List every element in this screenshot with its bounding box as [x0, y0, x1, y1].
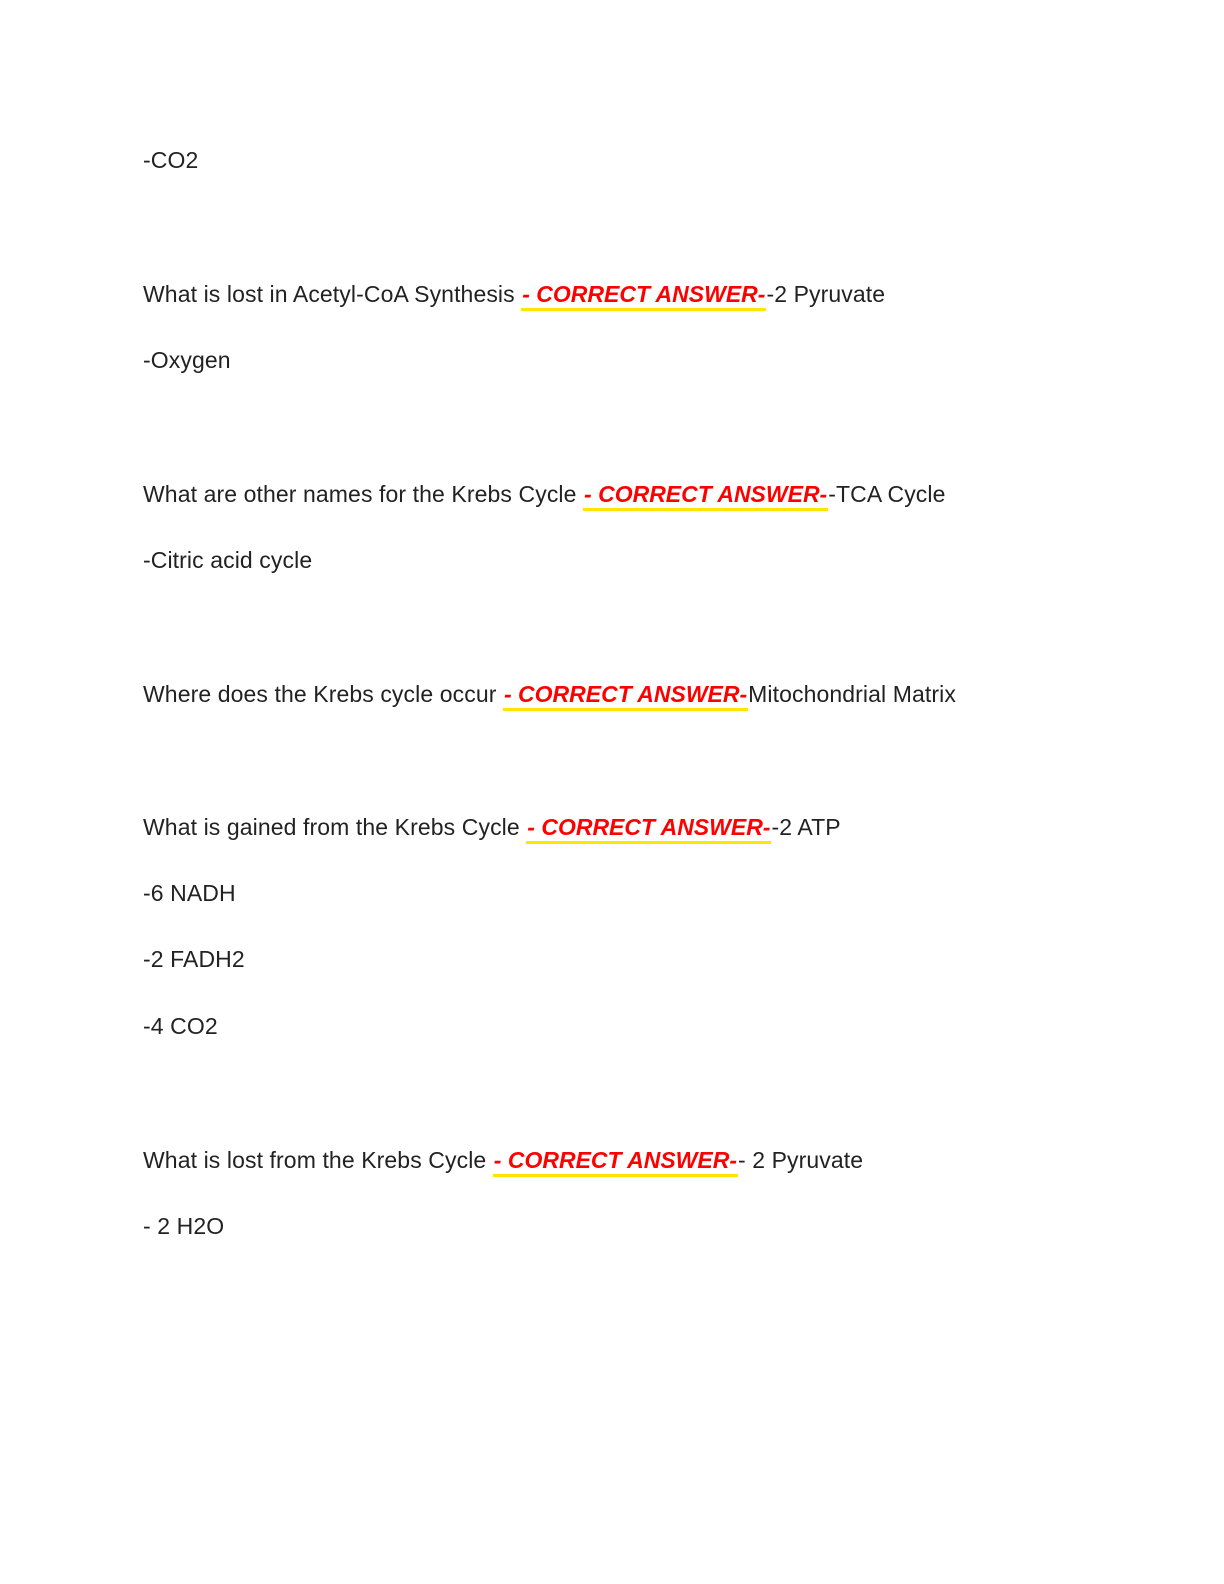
question-line	[143, 280, 885, 308]
question-line	[143, 680, 956, 708]
question-text: Where does the Krebs cycle occur	[143, 681, 497, 707]
answer-text: - 2 H2O	[143, 1213, 225, 1239]
answer-text: -4 CO2	[143, 1013, 218, 1039]
question-line	[143, 813, 841, 841]
correct-answer-marker: - CORRECT ANSWER-	[526, 814, 771, 844]
question-line	[143, 480, 946, 508]
correct-answer-marker: - CORRECT ANSWER-	[503, 681, 748, 711]
question-text: What is lost from the Krebs Cycle	[143, 1147, 487, 1173]
question-line	[143, 1146, 863, 1174]
answer-text: Mitochondrial Matrix	[748, 681, 956, 707]
answer-line	[143, 546, 312, 574]
correct-answer-marker: - CORRECT ANSWER-	[521, 281, 766, 311]
question-text: What is gained from the Krebs Cycle	[143, 814, 520, 840]
answer-line	[143, 1012, 218, 1040]
answer-text: -Oxygen	[143, 347, 231, 373]
answer-text: -2 Pyruvate	[766, 281, 886, 307]
answer-line	[143, 879, 236, 907]
answer-text: -2 FADH2	[143, 946, 245, 972]
answer-line	[143, 346, 231, 374]
answer-text: -Citric acid cycle	[143, 547, 313, 573]
answer-text: - 2 Pyruvate	[737, 1147, 864, 1173]
answer-text: -CO2	[143, 147, 199, 173]
answer-line	[143, 945, 245, 973]
correct-answer-marker: - CORRECT ANSWER-	[583, 481, 828, 511]
answer-text: -TCA Cycle	[828, 481, 946, 507]
correct-answer-marker: - CORRECT ANSWER-	[493, 1147, 738, 1177]
question-text: What are other names for the Krebs Cycle	[143, 481, 577, 507]
question-text: What is lost in Acetyl-CoA Synthesis	[143, 281, 515, 307]
answer-text: -6 NADH	[143, 880, 236, 906]
answer-text: -2 ATP	[771, 814, 841, 840]
answer-line	[143, 1212, 224, 1240]
answer-line	[143, 146, 198, 174]
